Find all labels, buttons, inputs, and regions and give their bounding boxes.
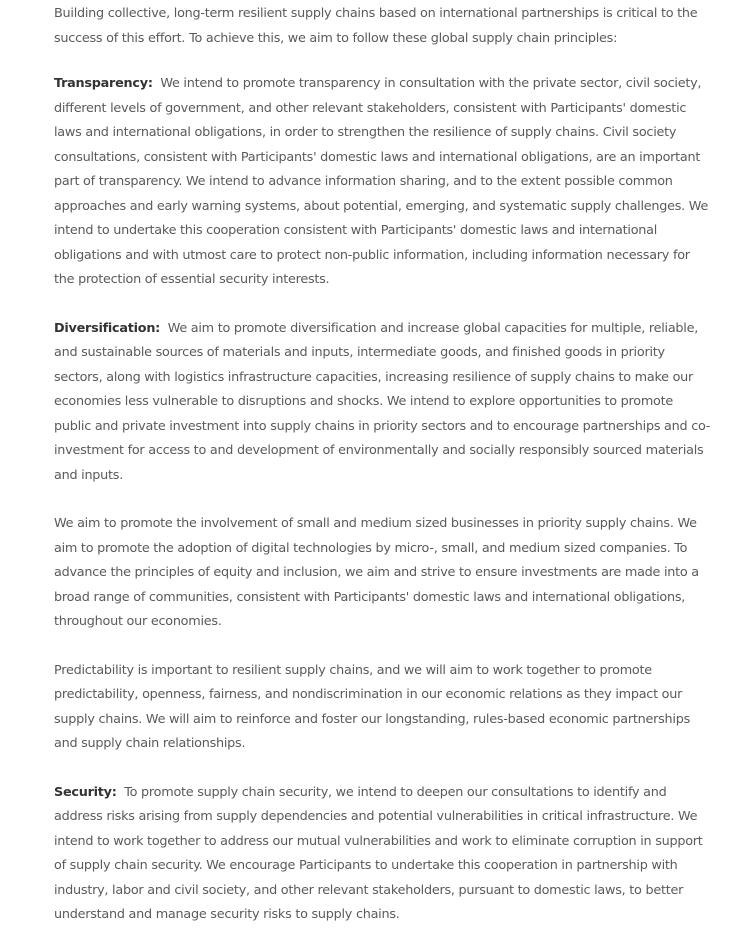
transparency-body: We intend to promote transparency in consultation with the private sector, civil society, different levels of government, and other relevant stakeholders, consistent with Participants' domestic laws and international obligations, in order to strengthen the resilience of supply chains. Civil society consultations, consistent with Participants' domestic laws and international obligations, are an important part of transparency. We intend to advance information sharing, and to the extent possible common approaches and early warning systems, about potential, emerging, and systematic supply challenges. We intend to undertake this cooperation consistent with Participants' domestic laws and international obligations and with utmost care to protect non-public information, including information necessary for the protection of essential security interests.: [54, 76, 709, 287]
transparency-heading: Transparency:: [54, 76, 153, 91]
intro-paragraph: Building collective, long-term resilient supply chains based on international partnerships is critical to the success of this effort. To achieve this, we aim to follow these global supply chain principles:: [54, 6, 698, 46]
security-paragraph: [54, 781, 712, 928]
smb-paragraph: We aim to promote the involvement of small and medium sized businesses in priority supply chains. We aim to promote the adoption of digital technologies by micro-, small, and medium sized companies. To advance the principles of equity and inclusion, we aim and strive to ensure investments are made into a broad range of communities, consistent with Participants' domestic laws and international obligations, throughout our economies.: [54, 516, 699, 629]
transparency-paragraph: [54, 72, 712, 293]
predictability-paragraph: Predictability is important to resilient supply chains, and we will aim to work together to promote predictability, openness, fairness, and nondiscrimination in our economic relations as they impact our supply chains. We will aim to reinforce and foster our longstanding, rules-based economic partnerships and supply chain relationships.: [54, 662, 691, 751]
diversification-body: We aim to promote diversification and increase global capacities for multiple, reliable, and sustainable sources of materials and inputs, intermediate goods, and finished goods in priority sectors, along with logistics infrastructure capacities, increasing resilience of supply chains to make our economies less vulnerable to disruptions and shocks. We intend to explore opportunities to promote public and private investment into supply chains in priority sectors and to encourage partnerships and co-investment for access to and development of environmentally and socially responsibly sourced materials and inputs.: [54, 320, 711, 483]
security-body: To promote supply chain security, we intend to deepen our consultations to identify and address risks arising from supply dependencies and potential vulnerabilities in critical infrastructure. We intend to work together to address our mutual vulnerabilities and work to eliminate corruption in support of supply chain security. We encourage Participants to undertake this cooperation in partnership with industry, labor and civil society, and other relevant stakeholders, pursuant to domestic laws, to better understand and manage security risks to supply chains.: [54, 784, 703, 922]
diversification-heading: Diversification:: [54, 320, 161, 336]
security-heading: Security:: [54, 784, 117, 800]
diversification-paragraph: [54, 317, 712, 489]
